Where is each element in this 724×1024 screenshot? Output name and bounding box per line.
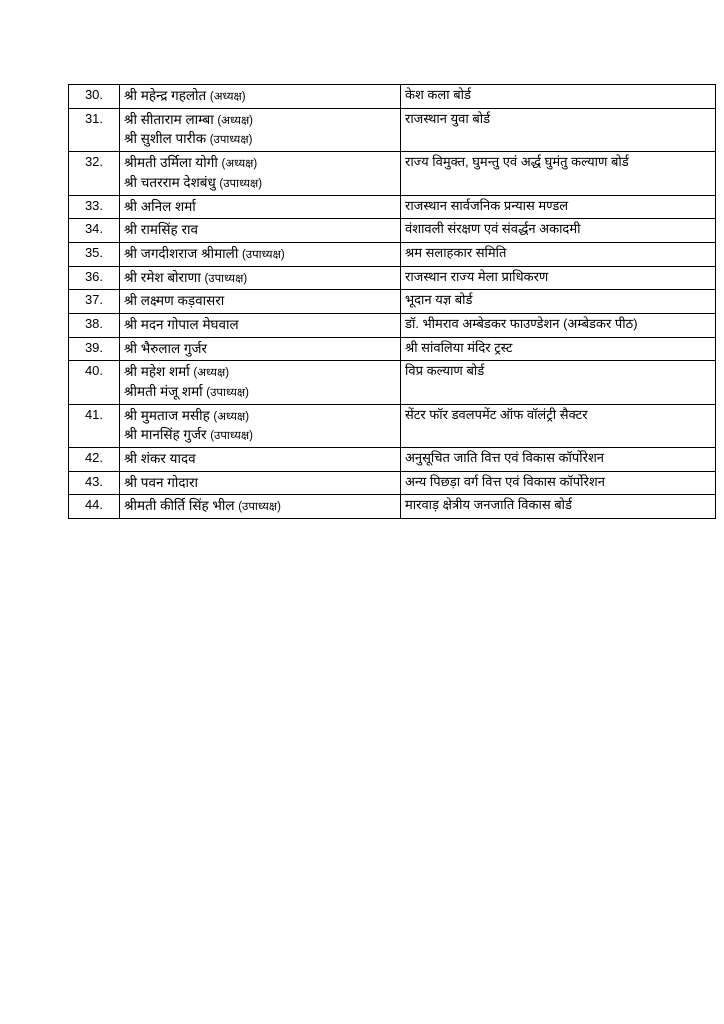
person-name-cell — [120, 152, 401, 195]
person-name-line — [124, 87, 396, 105]
person-name-cell — [120, 85, 401, 109]
organization-cell — [401, 152, 716, 195]
person-designation: (अध्यक्ष) — [193, 367, 230, 380]
table-row — [69, 471, 716, 495]
person-name: श्री मुमताज मसीह — [124, 407, 210, 423]
organization-name: राज्य विमुक्त, घुमन्तु एवं अर्द्ध घुमंतु कल्याण बोर्ड — [405, 154, 629, 170]
person-designation: (अध्यक्ष) — [209, 91, 246, 103]
row-number: 40. — [69, 361, 120, 404]
person-designation: (उपाध्यक्ष) — [219, 177, 263, 190]
organization-cell — [401, 337, 716, 361]
organization-cell — [401, 195, 716, 219]
organization-name: राजस्थान सार्वजनिक प्रन्यास मण्डल — [405, 197, 569, 213]
person-name: श्री सीताराम लाम्बा — [124, 111, 214, 127]
organization-cell — [401, 448, 716, 472]
person-name-line — [124, 269, 396, 287]
person-name-line — [124, 292, 396, 310]
person-name-cell — [120, 448, 401, 472]
table-row — [69, 266, 716, 290]
person-name-cell — [120, 195, 401, 219]
person-name-line — [124, 221, 396, 239]
person-name: श्री रमेश बोराणा — [124, 269, 201, 285]
person-name-line — [124, 316, 396, 334]
row-number: 31. — [69, 108, 120, 151]
organization-cell — [401, 313, 716, 337]
organization-name: विप्र कल्याण बोर्ड — [405, 363, 485, 379]
person-name-cell — [120, 361, 401, 404]
person-designation: (उपाध्यक्ष) — [238, 501, 281, 514]
organization-name: वंशावली संरक्षण एवं संवर्द्धन अकादमी — [405, 221, 581, 237]
person-name-cell — [120, 242, 401, 266]
person-name-line — [124, 474, 396, 492]
organization-cell — [401, 290, 716, 314]
organization-cell — [401, 495, 716, 519]
table-row — [69, 108, 716, 151]
person-name-cell — [120, 471, 401, 495]
person-designation: (उपाध्यक्ष) — [206, 386, 250, 399]
person-designation: (अध्यक्ष) — [221, 158, 258, 171]
row-number: 37. — [69, 290, 120, 314]
person-name: श्री रामसिंह राव — [124, 222, 198, 238]
person-name-cell — [120, 313, 401, 337]
person-name-line — [124, 340, 396, 358]
person-name: श्रीमती उर्मिला योगी — [124, 155, 218, 171]
person-designation: (उपाध्यक्ष) — [210, 430, 253, 443]
person-name: श्री जगदीशराज श्रीमाली — [124, 245, 239, 261]
organization-cell — [401, 85, 716, 109]
row-number: 32. — [69, 152, 120, 195]
person-name-cell — [120, 495, 401, 519]
person-name: श्री चतरराम देशबंधु — [124, 174, 216, 190]
organization-cell — [401, 219, 716, 243]
person-name: श्री मदन गोपाल मेघवाल — [124, 316, 239, 332]
person-name-line — [124, 111, 396, 129]
table-row — [69, 85, 716, 109]
person-name-line — [124, 154, 396, 172]
table-row — [69, 152, 716, 195]
organization-name: केश कला बोर्ड — [405, 87, 471, 102]
person-name: श्री लक्ष्मण कड़वासरा — [124, 293, 225, 309]
table-row — [69, 290, 716, 314]
table-row — [69, 219, 716, 243]
person-name: श्रीमती मंजू शर्मा — [124, 383, 203, 399]
row-number: 41. — [69, 404, 120, 447]
person-name-cell — [120, 219, 401, 243]
person-name-cell — [120, 108, 401, 151]
person-name-line — [124, 383, 396, 401]
organization-cell — [401, 471, 716, 495]
organization-name: राजस्थान राज्य मेला प्राधिकरण — [405, 268, 549, 284]
person-name-line — [124, 245, 396, 263]
person-name-line — [124, 450, 396, 468]
organization-cell — [401, 404, 716, 447]
table-body — [69, 85, 716, 519]
person-name: श्री सुशील पारीक — [124, 131, 207, 147]
table-row — [69, 495, 716, 519]
row-number: 38. — [69, 313, 120, 337]
person-name-line — [124, 363, 396, 381]
person-name-line — [124, 174, 396, 192]
person-name-line — [124, 497, 396, 515]
organization-name: श्रम सलाहकार समिति — [405, 244, 507, 260]
person-designation: (उपाध्यक्ष) — [209, 134, 253, 147]
person-name: श्रीमती कीर्ति सिंह भील — [124, 498, 235, 514]
table-row — [69, 361, 716, 404]
person-name-cell — [120, 404, 401, 447]
table-row — [69, 337, 716, 361]
person-name-line — [124, 198, 396, 216]
person-designation: (अध्यक्ष) — [217, 114, 254, 127]
person-name: श्री मानसिंह गुर्जर — [124, 427, 207, 443]
organization-name: डॉ. भीमराव अम्बेडकर फाउण्डेशन (अम्बेडकर पीठ) — [405, 315, 638, 331]
appointments-table — [68, 84, 716, 519]
person-name-line — [124, 407, 396, 425]
row-number: 30. — [69, 85, 120, 109]
organization-cell — [401, 361, 716, 404]
person-name-cell — [120, 290, 401, 314]
row-number: 43. — [69, 471, 120, 495]
organization-name: मारवाड़ क्षेत्रीय जनजाति विकास बोर्ड — [405, 497, 572, 513]
organization-cell — [401, 242, 716, 266]
person-name-line — [124, 426, 396, 444]
row-number: 34. — [69, 219, 120, 243]
person-name-cell — [120, 266, 401, 290]
person-name: श्री अनिल शर्मा — [124, 198, 196, 214]
person-name: श्री भैरुलाल गुर्जर — [124, 340, 208, 356]
person-name: श्री महेश शर्मा — [124, 364, 190, 380]
row-number: 33. — [69, 195, 120, 219]
person-designation: (अध्यक्ष) — [213, 410, 250, 423]
organization-cell — [401, 108, 716, 151]
row-number: 42. — [69, 448, 120, 472]
person-name: श्री महेन्द्र गहलोत — [124, 88, 207, 103]
organization-name: भूदान यज्ञ बोर्ड — [405, 292, 473, 308]
table-row — [69, 313, 716, 337]
person-designation: (उपाध्यक्ष) — [241, 248, 285, 261]
table-row — [69, 195, 716, 219]
organization-cell — [401, 266, 716, 290]
table-row — [69, 448, 716, 472]
row-number: 44. — [69, 495, 120, 519]
row-number: 39. — [69, 337, 120, 361]
person-name: श्री शंकर यादव — [124, 451, 196, 467]
person-name-line — [124, 130, 396, 148]
row-number: 36. — [69, 266, 120, 290]
organization-name: अनुसूचित जाति वित्त एवं विकास कॉर्पोरेशन — [405, 450, 605, 466]
person-name: श्री पवन गोदारा — [124, 474, 199, 490]
person-name-cell — [120, 337, 401, 361]
organization-name: राजस्थान युवा बोर्ड — [405, 110, 491, 126]
person-designation: (उपाध्यक्ष) — [204, 272, 248, 285]
table-row — [69, 404, 716, 447]
organization-name: अन्य पिछड़ा वर्ग वित्त एवं विकास कॉर्पोरेशन — [405, 473, 605, 489]
row-number: 35. — [69, 242, 120, 266]
organization-name: श्री सांवलिया मंदिर ट्रस्ट — [405, 339, 513, 355]
table-row — [69, 242, 716, 266]
organization-name: सेंटर फॉर डवलपमेंट ऑफ वॉलंट्री सैक्टर — [405, 406, 588, 422]
